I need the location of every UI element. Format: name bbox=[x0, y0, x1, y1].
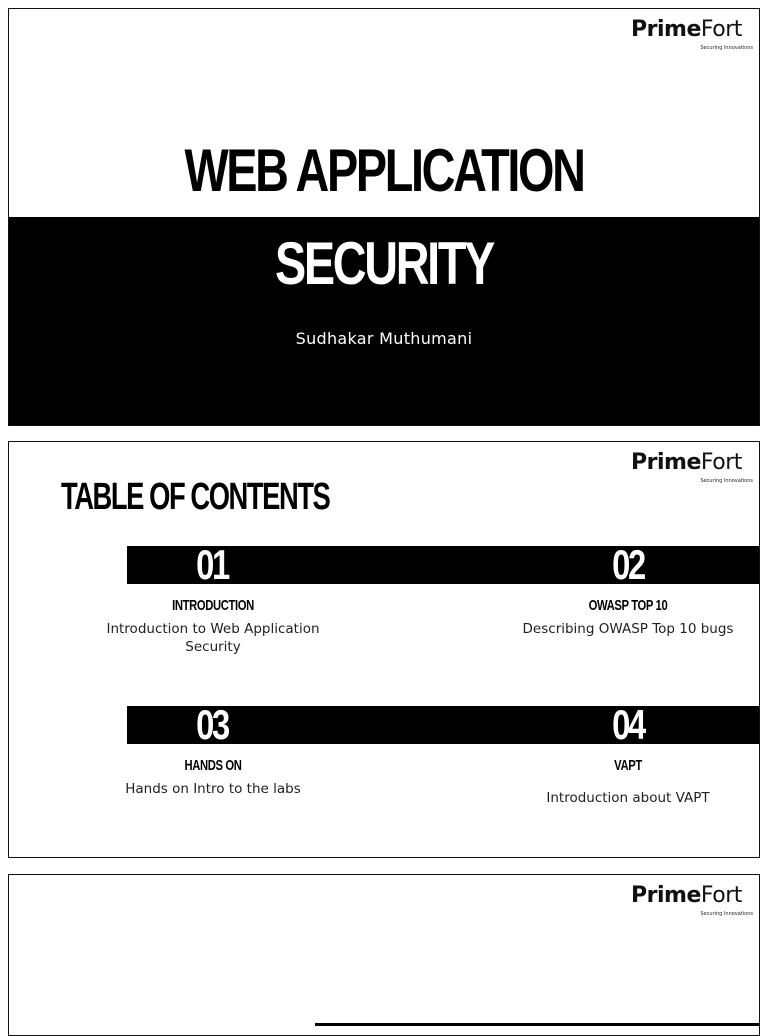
decorative-line bbox=[315, 1023, 760, 1026]
toc-item-title: OWASP TOP 10 bbox=[588, 597, 668, 614]
toc-item-number: 04 bbox=[612, 701, 644, 748]
table-of-contents-slide bbox=[8, 441, 760, 858]
slide-title-line-2: SECURITY bbox=[275, 230, 493, 297]
toc-item-number: 02 bbox=[612, 541, 644, 588]
logo-name-light: Fort bbox=[700, 17, 742, 42]
logo-name-bold: Prime bbox=[631, 450, 701, 475]
logo-tagline: Securing Innovations bbox=[700, 478, 753, 484]
next-slide-partial bbox=[8, 874, 760, 1036]
toc-heading: TABLE OF CONTENTS bbox=[61, 476, 330, 518]
toc-item-description: Introduction about VAPT bbox=[546, 790, 710, 806]
toc-item-title: INTRODUCTION bbox=[172, 597, 254, 614]
toc-item-description: Introduction to Web Application Security bbox=[106, 621, 320, 655]
primefort-logo bbox=[631, 15, 755, 59]
logo-name-bold: Prime bbox=[631, 17, 701, 42]
toc-item-number: 01 bbox=[196, 541, 228, 588]
author-name: Sudhakar Muthumani bbox=[295, 329, 473, 348]
toc-item-title: HANDS ON bbox=[184, 757, 242, 774]
toc-item-title: VAPT bbox=[614, 757, 642, 774]
title-slide bbox=[8, 8, 760, 426]
toc-item-description: Hands on Intro to the labs bbox=[125, 781, 301, 797]
primefort-logo bbox=[631, 881, 755, 925]
logo-name-light: Fort bbox=[700, 883, 742, 908]
logo-name-bold: Prime bbox=[631, 883, 701, 908]
logo-tagline: Securing Innovations bbox=[700, 911, 753, 917]
logo-name-light: Fort bbox=[700, 450, 742, 475]
primefort-logo bbox=[631, 448, 755, 492]
logo-tagline: Securing Innovations bbox=[700, 45, 753, 51]
slide-title-line-1: WEB APPLICATION bbox=[184, 137, 584, 204]
toc-item-description: Describing OWASP Top 10 bugs bbox=[522, 621, 734, 637]
toc-item-number: 03 bbox=[196, 701, 228, 748]
